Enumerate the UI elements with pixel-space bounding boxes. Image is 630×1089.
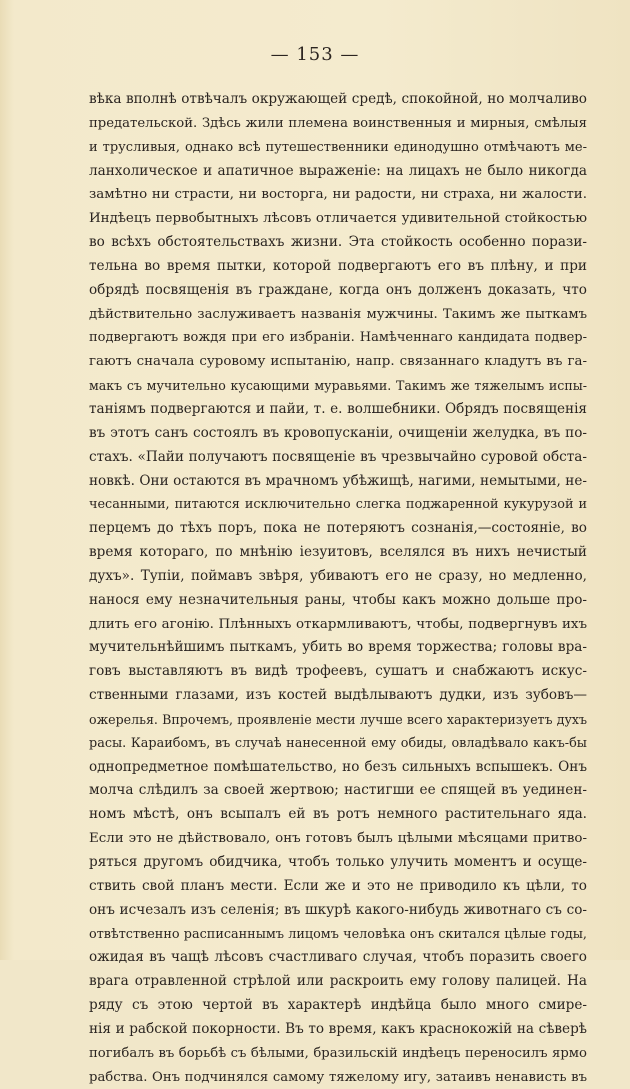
text-line: рабства. Онъ подчинялся самому тяжелому игу, затаивъ ненависть въ [89, 1069, 587, 1085]
text-line: ожидая въ чащѣ лѣсовъ счастливаго случая, чтобъ поразить своего [89, 949, 587, 966]
text-line: обрядѣ посвященія въ граждане, когда онъ долженъ доказать, что [89, 281, 587, 298]
text-line: номъ мѣстѣ, онъ всыпалъ ей въ ротъ немного растительнаго яда. [89, 806, 587, 823]
text-line: духъ». Тупіи, поймавъ звѣря, убиваютъ его не сразу, но медленно, [89, 567, 587, 584]
text-line: мучительнѣйшимъ пыткамъ, убить во время торжества; головы вра- [89, 639, 587, 656]
text-line: и трусливыя, однако всѣ путешественники единодушно отмѣчаютъ ме- [89, 139, 587, 155]
text-line: новкѣ. Они остаются въ мрачномъ убѣжищѣ, нагими, немытыми, не- [89, 472, 587, 489]
text-line: нанося ему незначительныя раны, чтобы какъ можно дольше про- [89, 591, 587, 608]
text-line: перцемъ до тѣхъ поръ, пока не потеряютъ сознанія,—состояніе, во [89, 520, 587, 537]
text-line: онъ исчезалъ изъ селенія; въ шкурѣ какого-нибудь животнаго съ со- [89, 901, 587, 918]
text-line: замѣтно ни страсти, ни восторга, ни радости, ни страха, ни жалости. [89, 187, 587, 203]
text-line: стахъ. «Пайи получаютъ посвященіе въ чрезвычайно суровой обста- [89, 448, 587, 465]
text-line: ряться другомъ обидчика, чтобъ только улучить моментъ и осуще- [89, 854, 587, 870]
text-line: отвѣтственно расписаннымъ лицомъ человѣка онъ скитался цѣлые годы, [89, 926, 587, 942]
text-line: время котораго, по мнѣнію іезуитовъ, вселялся въ нихъ нечистый [89, 544, 587, 561]
text-line: врага отравленной стрѣлой или раскроить ему голову палицей. На [89, 973, 587, 990]
text-line: чесанными, питаются исключительно слегка поджаренной кукурузой и [89, 497, 587, 513]
text-line: вѣка вполнѣ отвѣчалъ окружающей средѣ, спокойной, но молчаливо [89, 91, 587, 107]
text-line: въ этотъ санъ состоялъ въ кровопусканіи, очищеніи желудка, въ по- [89, 424, 587, 441]
text-line: ожерелья. Впрочемъ, проявленіе мести лучше всего характеризуетъ духъ [89, 711, 587, 727]
body-text [89, 88, 587, 1089]
text-line: однопредметное помѣшательство, но безъ сильныхъ вспышекъ. Онъ [89, 758, 587, 775]
text-line: подвергаютъ вождя при его избраніи. Намѣченнаго кандидата подвер- [89, 330, 587, 346]
text-line: тельна во время пытки, которой подвергаютъ его въ плѣну, и при [89, 257, 587, 274]
text-line: дѣйствительно заслуживаетъ названія мужчины. Такимъ же пыткамъ [89, 306, 587, 322]
text-line: таніямъ подвергаются и пайи, т. е. волшебники. Обрядъ посвященія [89, 400, 587, 417]
text-line: Индѣецъ первобытныхъ лѣсовъ отличается удивительной стойкостью [89, 211, 587, 227]
text-line: длить его агонію. Плѣнныхъ откармливаютъ, чтобы, подвергнувъ ихъ [89, 616, 587, 632]
text-line: ствить свой планъ мести. Если же и это не приводило къ цѣли, то [89, 877, 587, 894]
text-line: ряду съ этою чертой въ характерѣ индѣйца было много смире- [89, 997, 587, 1014]
text-line: молча слѣдилъ за своей жертвою; настигши ее спящей въ уединен- [89, 782, 587, 799]
text-line: расы. Караибомъ, въ случаѣ нанесенной ему обиды, овладѣвало какъ-бы [89, 735, 587, 751]
text-line: предательской. Здѣсь жили племена воинственныя и мирныя, смѣлыя [89, 115, 587, 131]
text-line: Если это не дѣйствовало, онъ готовъ былъ цѣлыми мѣсяцами притво- [89, 831, 587, 847]
text-line: погибалъ въ борьбѣ съ бѣлыми, бразильскій индѣецъ переносилъ ярмо [89, 1045, 587, 1061]
text-line: гаютъ сначала суровому испытанію, напр. связаннаго кладутъ въ га- [89, 354, 587, 370]
text-line: во всѣхъ обстоятельствахъ жизни. Эта стойкость особенно порази- [89, 234, 587, 251]
text-line: нія и рабской покорности. Въ то время, какъ краснокожій на сѣверѣ [89, 1020, 587, 1037]
text-line: ственными глазами, изъ костей выдѣлываютъ дудки, изъ зубовъ— [89, 687, 587, 704]
text-line: ланхолическое и апатичное выраженіе: на лицахъ не было никогда [89, 162, 587, 179]
text-line: говъ выставляютъ въ видѣ трофеевъ, сушатъ и снабжаютъ искус- [89, 663, 587, 680]
text-line: макъ съ мучительно кусающими муравьями. Такимъ же тяжелымъ испы- [89, 378, 587, 394]
page-number: — 153 — [270, 44, 360, 65]
